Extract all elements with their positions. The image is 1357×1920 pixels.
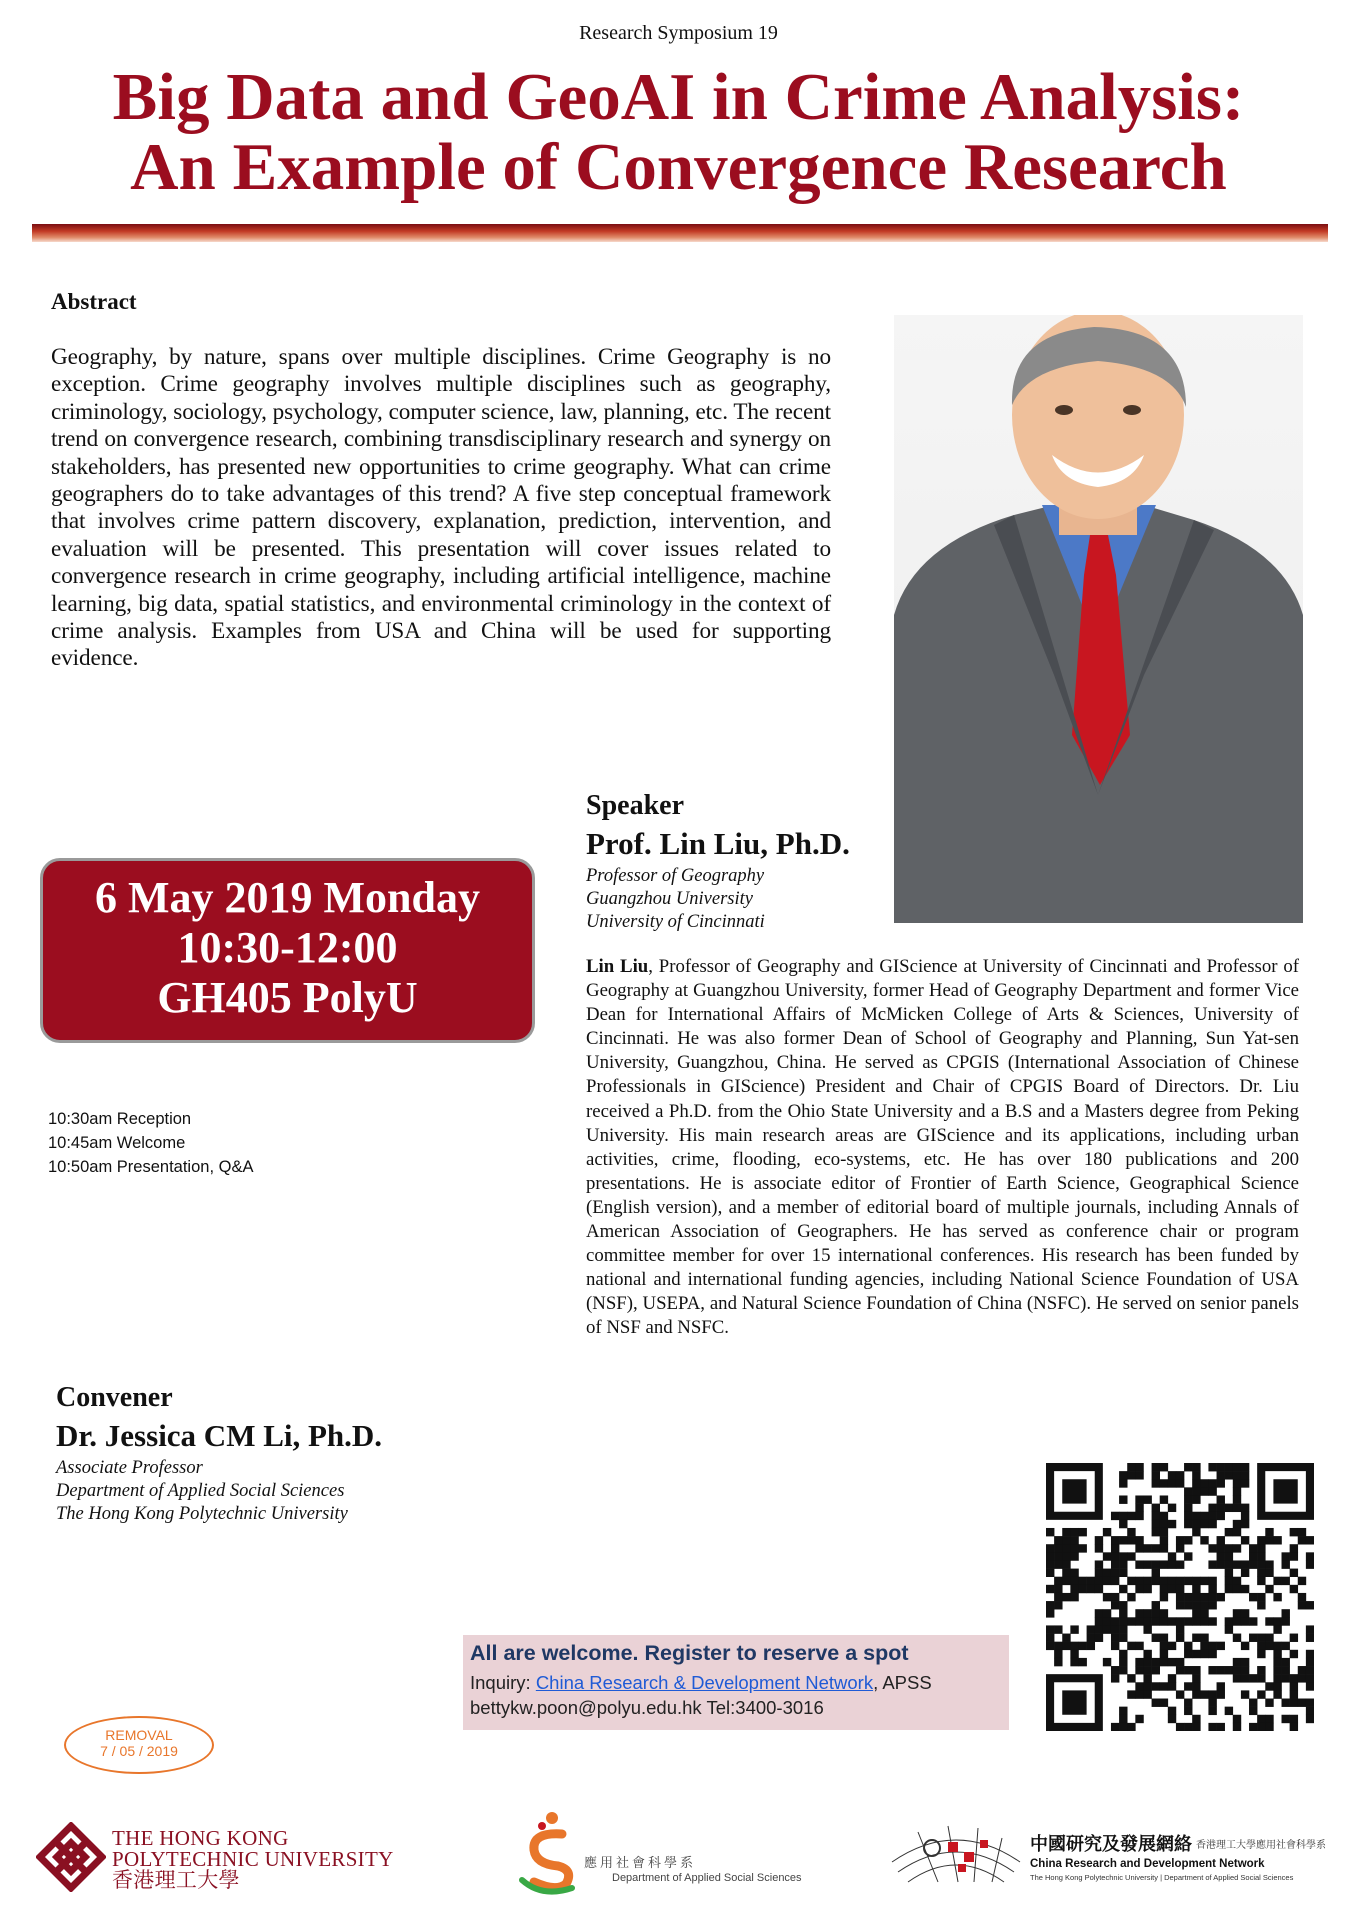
registration-headline: All are welcome. Register to reserve a spot [470, 1641, 909, 1665]
title-line-2: An Example of Convergence Research [130, 130, 1227, 204]
polyu-name [112, 1828, 394, 1891]
inquiry-suffix: , APSS [873, 1672, 932, 1693]
crdn-name-cn-sub: 香港理工大學應用社會科學系 [1196, 1840, 1326, 1851]
convener-role-2: Department of Applied Social Sciences [56, 1481, 345, 1501]
removal-label: REMOVAL [105, 1727, 173, 1743]
removal-date: 7 / 05 / 2019 [100, 1743, 178, 1759]
apss-logo [512, 1808, 802, 1903]
speaker-photo [894, 315, 1303, 923]
convener-name: Dr. Jessica CM Li, Ph.D. [56, 1418, 383, 1453]
inquiry-link[interactable]: China Research & Development Network [535, 1672, 874, 1693]
removal-stamp [64, 1716, 214, 1774]
speaker-role-2: Guangzhou University [586, 889, 753, 909]
event-date: 6 May 2019 Monday [95, 873, 480, 922]
contact-line: bettykw.poon@polyu.edu.hk Tel:3400-3016 [470, 1697, 824, 1718]
crdn-globe-icon [888, 1822, 1024, 1886]
schedule-item-reception: 10:30am Reception [48, 1110, 192, 1128]
polyu-emblem-icon [36, 1822, 106, 1892]
polyu-name-line1: THE HONG KONG [112, 1826, 289, 1850]
speaker-bio-text: , Professor of Geography and GIScience at University of Cincinnati and Professor of Geography at Guangzhou University, former Head of Geography Department and former Vice Dean for International Affairs of McMicken College of Arts & Sciences, University of Cincinnati. He was also former Dean of School of Geography and Planning, Sun Yat-sen University, Guangzhou, China. He served as CPGIS (International Association of Chinese Professionals in GIScience) President and Chair of CPGIS Board of Directors. Dr. Liu received a Ph.D. from the Ohio State University and a B.S and a Masters degree from Peking University. His main research areas are GIScience and its applications, including urban activities, crime, flooding, eco-systems, etc. He has over 180 publications and 200 presentations. He is associate editor of Frontier of Earth Science, Geographical Science (English version), and a member of editorial board of multiple journals, including Annals of American Association of Geographers. He has served as conference chair or program committee member for over 15 international conferences. His research has been funded by national and international funding agencies, including National Science Foundation of USA (NSF), USEPA, and Natural Science Foundation of China (NSFC). He served on senior panels of NSF and NSFC. [586, 956, 1300, 1339]
speaker-portrait-illustration [894, 315, 1303, 923]
speaker-name: Prof. Lin Liu, Ph.D. [586, 826, 850, 861]
speaker-heading: Speaker [586, 790, 684, 821]
qr-code-icon [1046, 1463, 1314, 1731]
polyu-name-line2: POLYTECHNIC UNIVERSITY [112, 1847, 394, 1871]
schedule-item-welcome: 10:45am Welcome [48, 1134, 186, 1152]
registration-panel [463, 1635, 1009, 1730]
event-venue: GH405 PolyU [157, 973, 418, 1022]
apss-name-en: Department of Applied Social Sciences [612, 1872, 802, 1884]
convener-role-1: Associate Professor [56, 1458, 203, 1478]
convener-role-3: The Hong Kong Polytechnic University [56, 1504, 348, 1524]
speaker-bio-name: Lin Liu [586, 956, 649, 977]
speaker-bio [586, 955, 1299, 1341]
polyu-name-line3: 香港理工大學 [112, 1868, 240, 1892]
symposium-kicker: Research Symposium 19 [579, 22, 778, 44]
event-details-box [40, 858, 535, 1043]
header-divider [32, 224, 1328, 242]
polyu-logo [36, 1822, 394, 1897]
inquiry-line [470, 1670, 1002, 1695]
crdn-name-cn: 中國研究及發展網絡 [1030, 1834, 1192, 1854]
apss-name-cn: 應用社會科學系 [584, 1855, 697, 1870]
event-time: 10:30-12:00 [177, 923, 398, 972]
speaker-role-1: Professor of Geography [586, 866, 765, 886]
schedule-item-presentation: 10:50am Presentation, Q&A [48, 1158, 254, 1176]
speaker-role-3: University of Cincinnati [586, 912, 765, 932]
crdn-logo [888, 1822, 1326, 1891]
convener-heading: Convener [56, 1382, 173, 1413]
abstract-text: Geography, by nature, spans over multiple disciplines. Crime Geography is no exception. Crime geography involves multiple disciplines such as geography, criminology, sociology, psychology, computer science, law, planning, etc. The recent trend on convergence research, combining transdisciplinary research and synergy on stakeholders, has presented new opportunities to crime geography. What can crime geographers do to take advantages of this trend? A five step conceptual framework that involves crime pattern discovery, explanation, prediction, intervention, and evaluation will be presented. This presentation will cover issues related to convergence research in crime geography, including artificial intelligence, machine learning, big data, spatial statistics, and environmental criminology in the context of crime analysis. Examples from USA and China will be used for supporting evidence. [51, 344, 831, 672]
title-line-1: Big Data and GeoAI in Crime Analysis: [112, 60, 1245, 134]
inquiry-prefix: Inquiry: [470, 1672, 536, 1693]
registration-qr-code[interactable] [1046, 1463, 1314, 1731]
abstract-heading: Abstract [51, 289, 137, 314]
crdn-name-en-sub: The Hong Kong Polytechnic University | Department of Applied Social Sciences [1030, 1873, 1294, 1882]
crdn-name-en: China Research and Development Network [1030, 1858, 1265, 1870]
